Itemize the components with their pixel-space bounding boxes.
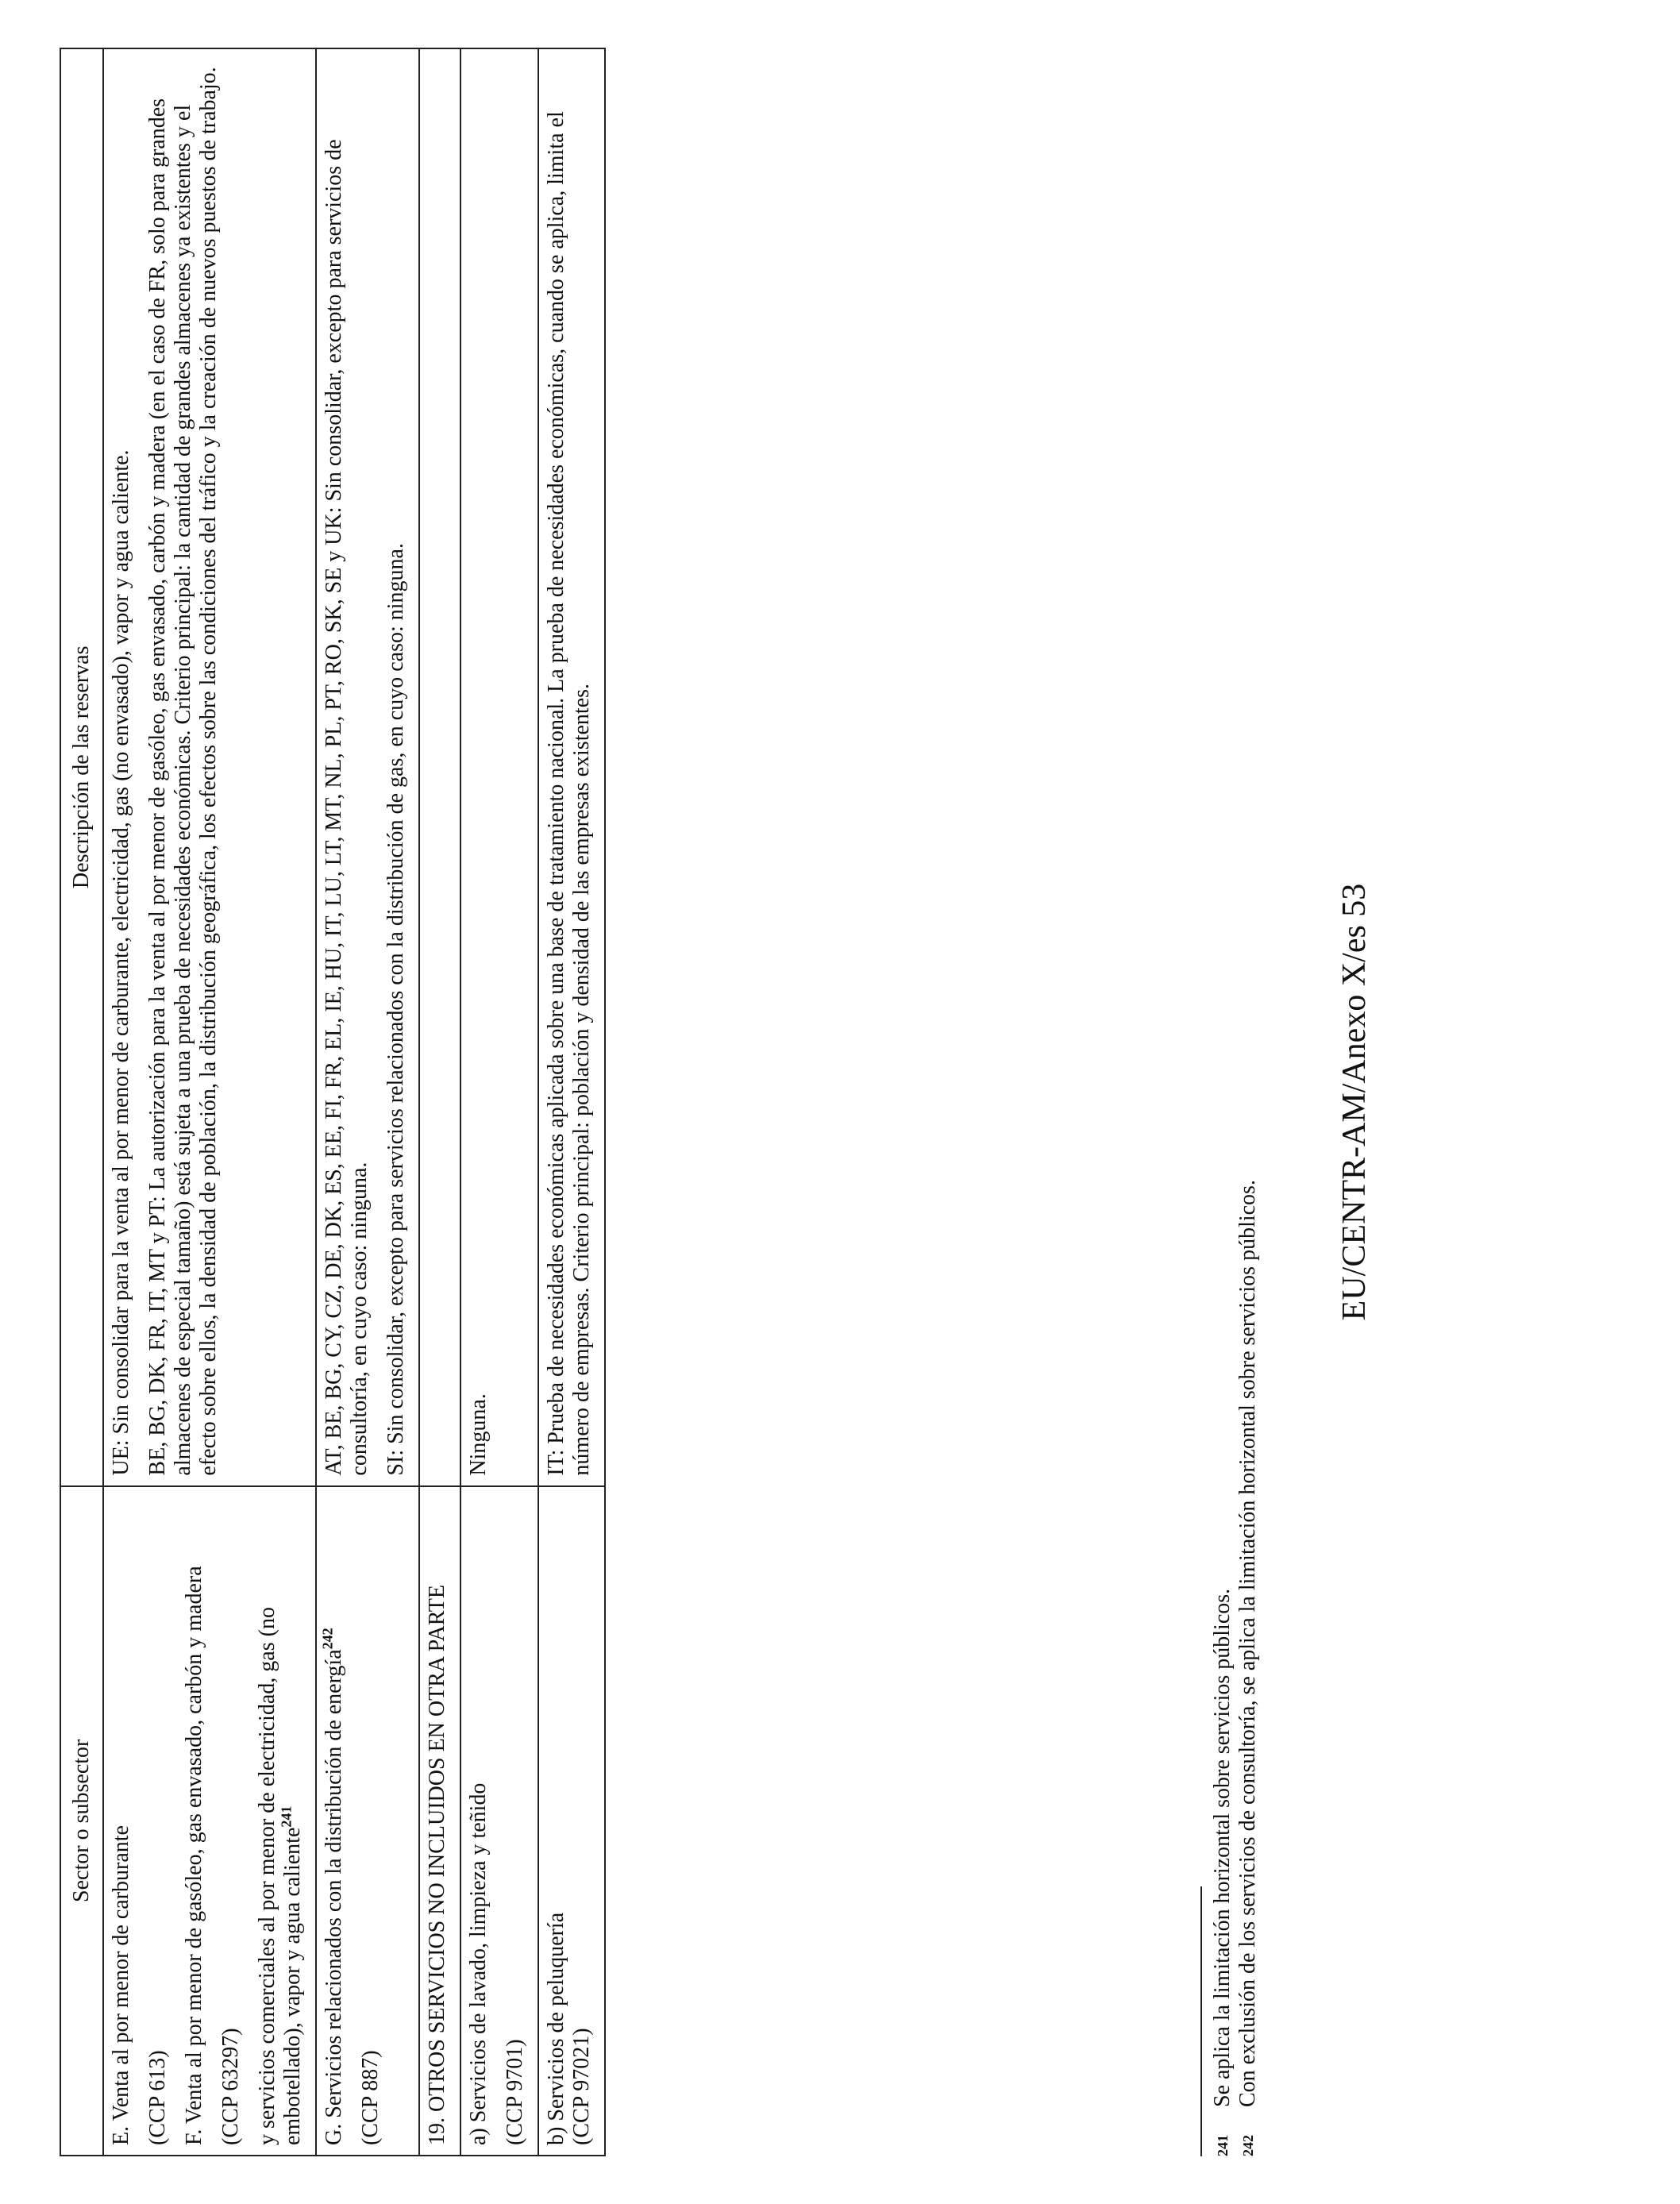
footnote: [1235, 886, 1261, 2156]
sector-line: a) Servicios de lavado, limpieza y teñido: [466, 1782, 491, 2145]
sector-line: [255, 1497, 306, 2145]
sector-line-text: G. Servicios relacionados con la distribución de energía: [322, 1649, 346, 2145]
sector-line-text: y servicios comerciales al por menor de electricidad, gas (no embotellado), vapor y agua caliente: [255, 1607, 305, 2145]
sector-cell: [538, 1486, 605, 2156]
footnote-divider: [1200, 1886, 1202, 2156]
table-row: [419, 48, 460, 2156]
description-paragraph: BE, BG, DK, FR, IT, MT y PT: La autorización para la venta al por menor de gasóleo, gas envasado, carbón y madera (en el caso de FR, solo para grandes almacenes de especial tamaño) está sujeta a una prueba de necesidades económicas. Criterio principal: la cantidad de grandes almacenes ya existentes y el efecto sobre ellos, la densidad de población, la distribución geográfica, los efectos sobre las condiciones del tráfico y la creación de nuevos puestos de trabajo.: [145, 67, 221, 1476]
table-row: [460, 48, 538, 2156]
sector-line: [319, 1497, 347, 2145]
sector-line: (CCP 9701): [503, 2039, 527, 2145]
sector-cell: [316, 1486, 419, 2156]
sector-line: (CCP 613): [145, 2050, 170, 2145]
footnote-number: 241: [1215, 2135, 1231, 2156]
description-cell: [538, 48, 605, 1486]
description-cell: [419, 48, 460, 1486]
table-header-row: [60, 48, 103, 2156]
footnote-text: Con exclusión de los servicios de consultoría, se aplica la limitación horizontal sobre servicios públicos.: [1235, 1180, 1260, 2107]
reservations-table: [60, 48, 606, 2156]
sector-line: (CCP 887): [358, 2050, 383, 2145]
footnote-ref: 242: [319, 1628, 336, 1650]
sector-line: E. Venta al por menor de carburante: [109, 1825, 133, 2145]
description-cell: [316, 48, 419, 1486]
sector-line: b) Servicios de peluquería (CCP 97021): [544, 1912, 594, 2145]
description-paragraph: UE: Sin consolidar para la venta al por menor de carburante, electricidad, gas (no envasado), vapor y agua caliente.: [109, 449, 133, 1476]
table-row: [316, 48, 419, 2156]
footnote-text: Se aplica la limitación horizontal sobre servicios públicos.: [1210, 1588, 1235, 2107]
sector-cell: [419, 1486, 460, 2156]
description-cell: [460, 48, 538, 1486]
footnotes: [1210, 886, 1261, 2156]
description-paragraph: SI: Sin consolidar, excepto para servicios relacionados con la distribución de gas, en cuyo caso: ninguna.: [383, 543, 408, 1476]
sector-cell: [460, 1486, 538, 2156]
sector-line: (CCP 63297): [218, 2028, 243, 2145]
page-footer: EU/CENTR-AM/Anexo X/es 53: [1336, 883, 1373, 1321]
table-row: [538, 48, 605, 2156]
header-description: Descripción de las reservas: [60, 48, 103, 1486]
footnote: [1210, 886, 1235, 2156]
footnote-number: 242: [1240, 2135, 1256, 2156]
header-sector: Sector o subsector: [60, 1486, 103, 2156]
description-cell: [103, 48, 316, 1486]
table-row: [103, 48, 316, 2156]
sector-cell: [103, 1486, 316, 2156]
sector-line: 19. OTROS SERVICIOS NO INCLUIDOS EN OTRA PARTE: [425, 1585, 449, 2145]
description-paragraph: AT, BE, BG, CY, CZ, DE, DK, ES, EE, FI, FR, EL, IE, HU, IT, LU, LT, MT, NL, PL, PT, RO, SK, SE y UK: Sin consolidar, excepto para servicios de consultoría, en cuyo caso: ninguna.: [322, 139, 372, 1476]
sector-line: F. Venta al por menor de gasóleo, gas envasado, carbón y madera: [182, 1566, 206, 2145]
description-paragraph: IT: Prueba de necesidades económicas aplicada sobre una base de tratamiento nacional. La prueba de necesidades económicas, cuando se aplica, limita el número de empresas. Criterio principal: población y densidad de las empresas existentes.: [544, 111, 594, 1476]
footnote-ref: 241: [278, 1805, 295, 1828]
description-paragraph: Ninguna.: [466, 1393, 491, 1476]
